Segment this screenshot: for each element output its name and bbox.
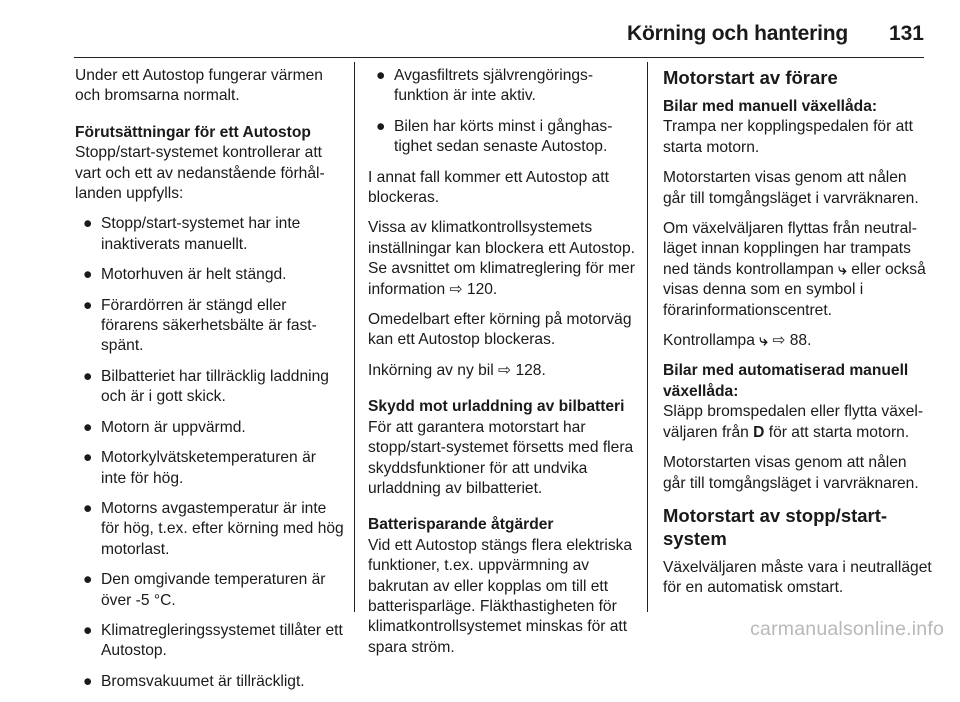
watermark: carmanualsonline.info bbox=[750, 618, 944, 640]
indicator-reference-paragraph: Kontrollampa ⤷ ⇨ 88. bbox=[663, 332, 812, 350]
gear-d-label: D bbox=[753, 423, 765, 441]
autostop-conditions-heading: Förutsättningar för ett Autostop bbox=[75, 123, 311, 141]
column-1 bbox=[75, 66, 345, 702]
break-in-paragraph: Inkörning av ny bil ⇨ 128. bbox=[368, 361, 546, 379]
list-item: ● Avgasfiltrets självrengöringsfunktion är inte aktiv. bbox=[376, 67, 594, 105]
bullet-icon: ● bbox=[376, 117, 386, 135]
header-rule bbox=[74, 57, 924, 58]
page-reference[interactable]: 128. bbox=[515, 361, 546, 379]
list-item: ● Den omgivande temperaturen är över -5 °C. bbox=[83, 571, 326, 609]
bullet-icon: ● bbox=[83, 449, 93, 467]
page-header bbox=[0, 0, 960, 56]
intro-paragraph: Under ett Autostop fungerar värmen och bromsarna normalt. bbox=[75, 67, 323, 105]
indicator-paragraph: Om växelväljaren flyttas från neutralläget innan kopplingen har trampats ned tänds kontrollampan ⤷ eller också visas denna som en symbol i förarinformationscentret. bbox=[663, 220, 926, 319]
neutral-paragraph: Växelväljaren måste vara i neutralläget för en automatisk omstart. bbox=[663, 558, 932, 597]
bullet-icon: ● bbox=[83, 418, 93, 436]
battery-protection-heading: Skydd mot urladdning av bilbatteri bbox=[368, 398, 625, 416]
list-item: ● Motorns avgastemperatur är inte för hög, t.ex. efter körning med hög motorlast. bbox=[83, 499, 344, 558]
bullet-icon: ● bbox=[83, 499, 93, 517]
bullet-icon: ● bbox=[83, 571, 93, 589]
page-reference[interactable]: 120. bbox=[466, 280, 498, 298]
autostop-indicator-icon: ⤷ bbox=[759, 332, 768, 350]
column-3 bbox=[663, 66, 933, 609]
blocked-paragraph: I annat fall kommer ett Autostop att blockeras. bbox=[368, 168, 609, 207]
conditions-list bbox=[75, 214, 345, 692]
manual-gearbox-subheading: Bilar med manuell växellåda: bbox=[663, 98, 878, 115]
climate-paragraph: Vissa av klimatkontrollsystemets inställningar kan blockera ett Autostop. Se avsnittet om klimatreglering för mer information ⇨ 120. bbox=[368, 219, 635, 298]
tachometer-paragraph: Motorstarten visas genom att nålen går till tomgångsläget i varvräknaren. bbox=[663, 169, 919, 207]
page-number: 131 bbox=[888, 22, 924, 45]
page-reference-arrow-icon: ⇨ bbox=[449, 280, 463, 298]
bullet-icon: ● bbox=[83, 672, 93, 690]
list-item: ● Bilen har körts minst i gånghastighet sedan senaste Autostop. bbox=[376, 117, 613, 156]
battery-protection-text: För att garantera motorstart har stopp/start-systemet försetts med flera skyddsfunktioner för att undvika urladdning av bilbatteriet. bbox=[368, 418, 634, 497]
bullet-icon: ● bbox=[83, 215, 93, 233]
list-item: ● Stopp/start-systemet har inte inaktiverats manuellt. bbox=[83, 215, 301, 253]
column-divider-1 bbox=[354, 62, 355, 612]
list-item: ● Motorhuven är helt stängd. bbox=[75, 265, 345, 285]
battery-saving-text: Vid ett Autostop stängs flera elektriska funktioner, t.ex. uppvärmning av bakrutan av eller kopplas om till ett batterisparläge. Fläkthastigheten för klimatkontrollsystemet minskas för att spara ström. bbox=[368, 536, 633, 656]
page-reference-arrow-icon: ⇨ bbox=[772, 332, 786, 350]
column-2 bbox=[368, 66, 636, 668]
conditions-list-continued bbox=[368, 66, 636, 158]
page-reference-arrow-icon: ⇨ bbox=[498, 361, 512, 379]
brake-release-paragraph: Släpp bromspedalen eller flytta växelväljaren från D för att starta motorn. bbox=[663, 403, 924, 441]
driver-start-heading: Motorstart av förare bbox=[663, 67, 838, 88]
section-title: Körning och hantering bbox=[627, 22, 848, 45]
motorway-paragraph: Omedelbart efter körning på motorväg kan ett Autostop blockeras. bbox=[368, 311, 632, 349]
system-start-heading: Motorstart av stopp/start-system bbox=[663, 504, 888, 549]
tachometer-paragraph-2: Motorstarten visas genom att nålen går till tomgångsläget i varvräknaren. bbox=[663, 454, 919, 492]
column-divider-2 bbox=[647, 62, 648, 612]
bullet-icon: ● bbox=[83, 621, 93, 639]
autostop-conditions-text: Stopp/start-systemet kontrollerar att vart och ett av nedanstående förhållanden uppfylls: bbox=[75, 144, 325, 203]
bullet-icon: ● bbox=[83, 367, 93, 385]
page-reference[interactable]: 88. bbox=[789, 332, 812, 350]
list-item: ● Bilbatteriet har tillräcklig laddning och är i gott skick. bbox=[83, 367, 329, 406]
bullet-icon: ● bbox=[83, 266, 93, 284]
automated-gearbox-subheading: Bilar med automatiserad manuell växellåda: bbox=[663, 362, 909, 400]
list-item: ● Motorn är uppvärmd. bbox=[75, 418, 345, 438]
bullet-icon: ● bbox=[376, 67, 386, 84]
list-item: ● Motorkylvätsketemperaturen är inte för hög. bbox=[83, 449, 316, 487]
list-item: ● Förardörren är stängd eller förarens säkerhetsbälte är fastspänt. bbox=[83, 296, 317, 355]
autostop-indicator-icon: ⤷ bbox=[838, 260, 847, 278]
list-item: ● Bromsvakuumet är tillräckligt. bbox=[75, 672, 345, 692]
clutch-paragraph: Trampa ner kopplingspedalen för att starta motorn. bbox=[663, 118, 913, 156]
battery-saving-heading: Batterisparande åtgärder bbox=[368, 516, 554, 534]
bullet-icon: ● bbox=[83, 296, 93, 314]
list-item: ● Klimatregleringssystemet tillåter ett Autostop. bbox=[83, 621, 343, 660]
